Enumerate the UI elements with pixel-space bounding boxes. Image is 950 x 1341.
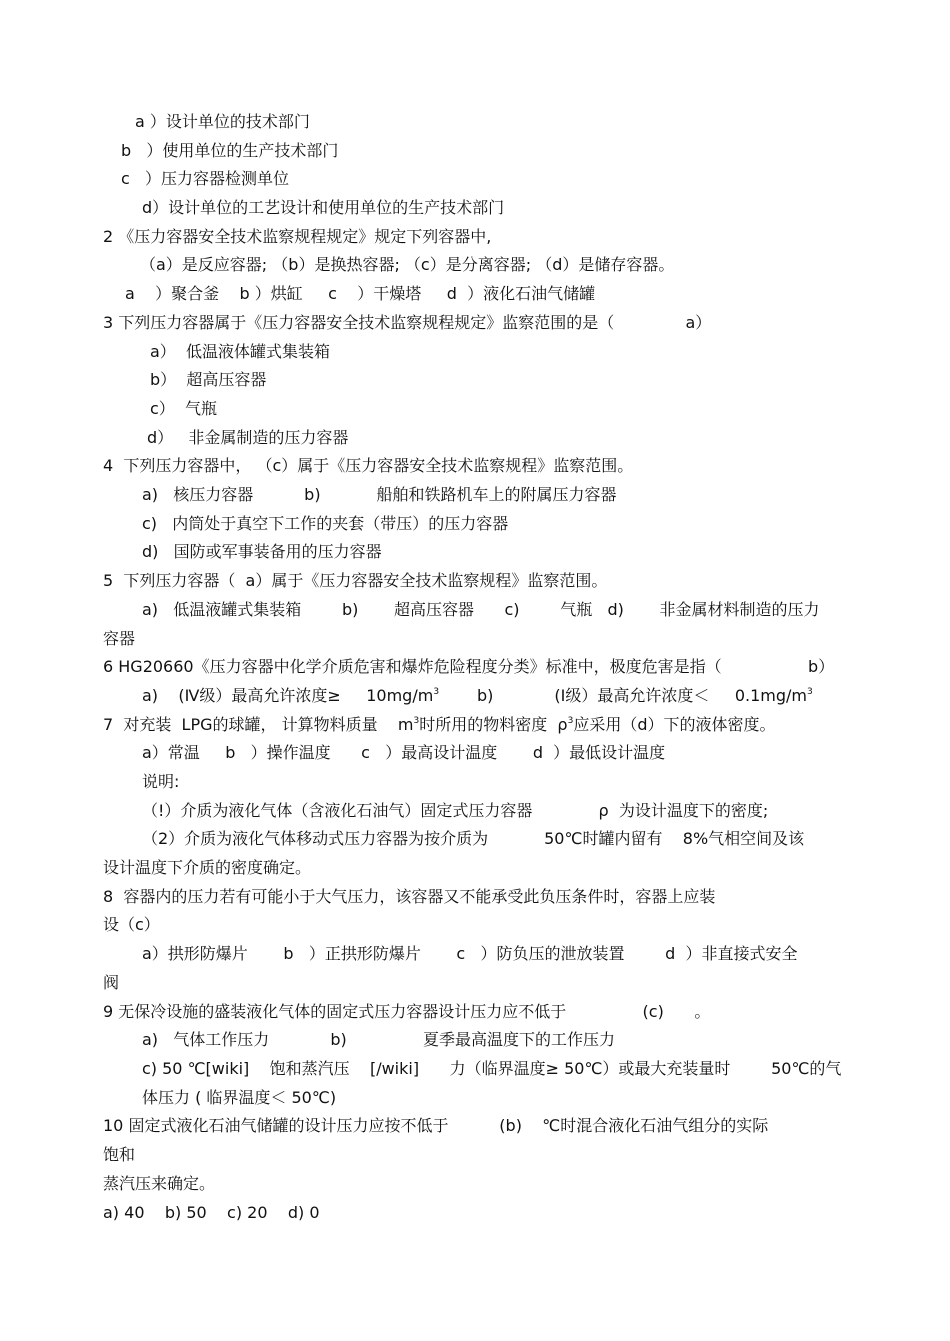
q4-options-ab: a) 核压力容器 b) 船舶和铁路机车上的附属压力容器 bbox=[142, 485, 617, 504]
q7-note-2: （2）介质为液化气体移动式压力容器为按介质为 50℃时罐内留有 8%气相空间及该 bbox=[142, 829, 805, 848]
q8-options: a）拱形防爆片 b ）正拱形防爆片 c ）防负压的泄放装置 d ）非直接式安全 bbox=[142, 944, 798, 963]
q10-question-continued-1: 饱和 bbox=[103, 1145, 136, 1164]
q7-question: 7 对充装 LPG的球罐， 计算物料质量 $m^3$时所用的物料密度 $\rho^3$应采用（d）下的液体密度。 bbox=[103, 715, 776, 734]
q1-option-a: a ）设计单位的技术部门 bbox=[135, 112, 310, 131]
q2-options: a ）聚合釜 b ）烘缸 c ）干燥塔 d ）液化石油气储罐 bbox=[125, 284, 596, 303]
q10-question: 10 固定式液化石油气储罐的设计压力应按不低于 (b) ℃时混合液化石油气组分的实际 bbox=[103, 1116, 769, 1135]
q9-option-c: c) 50 ℃[wiki] 饱和蒸汽压 [/wiki] 力（临界温度≥ 50℃）或最大充装量时 50℃的气 bbox=[142, 1059, 842, 1078]
q6-option-a: a) (Ⅳ级）最高允许浓度≥ $10mg/m^3$ bbox=[142, 686, 440, 705]
q1-option-b: b ）使用单位的生产技术部门 bbox=[121, 141, 339, 160]
q6-option-b: b) (Ⅰ级）最高允许浓度＜ $0.1mg/m^3$ bbox=[477, 686, 813, 705]
q2-definitions: （a）是反应容器; （b）是换热容器; （c）是分离容器; （d）是储存容器。 bbox=[140, 255, 675, 274]
q3-option-a: a） 低温液体罐式集装箱 bbox=[150, 342, 330, 361]
q4-option-d: d) 国防或军事装备用的压力容器 bbox=[142, 542, 382, 561]
q9-question: 9 无保冷设施的盛装液化气体的固定式压力容器设计压力应不低于 (c) 。 bbox=[103, 1002, 711, 1021]
q7-note-1: （!）介质为液化气体（含液化石油气）固定式压力容器 ρ 为设计温度下的密度; bbox=[142, 801, 769, 820]
q5-options: a) 低温液罐式集装箱 b) 超高压容器 c) 气瓶 d) 非金属材料制造的压力 bbox=[142, 600, 820, 619]
q10-options: a) 40 b) 50 c) 20 d) 0 bbox=[103, 1203, 320, 1222]
q9-options-ab: a) 气体工作压力 b) 夏季最高温度下的工作压力 bbox=[142, 1030, 616, 1049]
q4-option-c: c) 内筒处于真空下工作的夹套（带压）的压力容器 bbox=[142, 514, 509, 533]
q9-option-c-continued: 体压力 ( 临界温度＜ 50℃) bbox=[142, 1088, 337, 1107]
q2-question: 2 《压力容器安全技术监察规程规定》规定下列容器中, bbox=[103, 227, 492, 246]
q8-options-continued: 阀 bbox=[103, 973, 120, 992]
q1-option-c: c ）压力容器检测单位 bbox=[121, 169, 290, 188]
q7-options: a）常温 b ）操作温度 c ）最高设计温度 d ）最低设计温度 bbox=[142, 743, 666, 762]
q3-option-b: b） 超高压容器 bbox=[150, 370, 267, 389]
q8-question-continued: 设（c） bbox=[103, 915, 160, 934]
q3-option-d: d） 非金属制造的压力容器 bbox=[147, 428, 349, 447]
q5-question: 5 下列压力容器（ a）属于《压力容器安全技术监察规程》监察范围。 bbox=[103, 571, 608, 590]
q1-option-d: d）设计单位的工艺设计和使用单位的生产技术部门 bbox=[142, 198, 505, 217]
q4-question: 4 下列压力容器中， （c）属于《压力容器安全技术监察规程》监察范围。 bbox=[103, 456, 634, 475]
q3-option-c: c） 气瓶 bbox=[150, 399, 217, 418]
q10-question-continued-2: 蒸汽压来确定。 bbox=[103, 1174, 216, 1193]
q5-options-continued: 容器 bbox=[103, 629, 136, 648]
q7-note-2-continued: 设计温度下介质的密度确定。 bbox=[103, 858, 312, 877]
q7-note-heading: 说明: bbox=[142, 772, 180, 791]
q3-question: 3 下列压力容器属于《压力容器安全技术监察规程规定》监察范围的是（ a） bbox=[103, 313, 712, 332]
q8-question: 8 容器内的压力若有可能小于大气压力，该容器又不能承受此负压条件时，容器上应装 bbox=[103, 887, 716, 906]
q6-question: 6 HG20660《压力容器中化学介质危害和爆炸危险程度分类》标准中，极度危害是指（ b） bbox=[103, 657, 835, 676]
